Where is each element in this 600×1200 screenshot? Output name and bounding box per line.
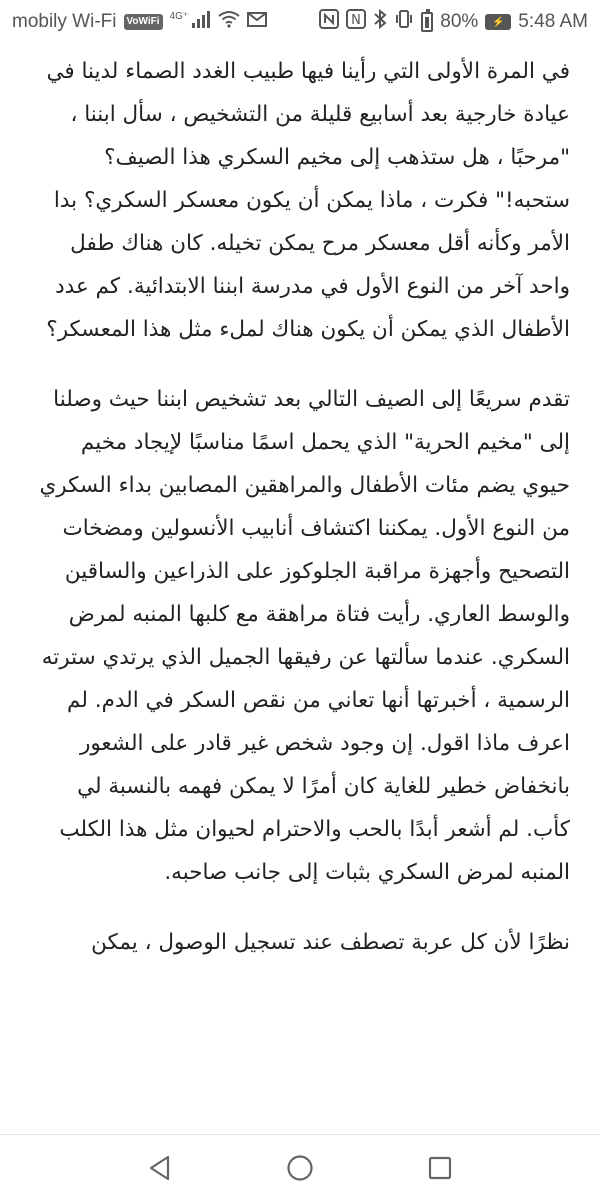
nfc-icon: [346, 9, 366, 35]
back-triangle-icon: [148, 1155, 172, 1181]
status-bar: [0, 0, 600, 44]
article-paragraph-1: في المرة الأولى التي رأينا فيها طبيب الغدد الصماء لدينا في عيادة خارجية بعد أسابيع قليلة من التشخيص ، سأل ابننا ، "مرحبًا ، هل ستذهب إلى مخيم السكري هذا الصيف؟ ستحبه!" فكرت ، ماذا يمكن أن يكون معسكر السكري؟ بدا الأمر وكأنه أقل معسكر مرح يمكن تخيله. كان هناك طفل واحد آخر من النوع الأول في مدرسة ابننا الابتدائية. كم عدد الأطفال الذي يمكن أن يكون هناك لملء مثل هذا المعسكر؟: [46, 59, 570, 342]
wifi-icon: [218, 10, 240, 34]
carrier-label: mobily Wi-Fi: [12, 11, 117, 32]
home-circle-icon: [286, 1154, 314, 1182]
article-body: [30, 50, 570, 1135]
email-icon: [247, 11, 267, 33]
navigation-bar: [0, 1134, 600, 1200]
network-type: 4G⁺: [169, 10, 189, 22]
article-paragraph-3: نظرًا لأن كل عربة تصطف عند تسجيل الوصول ، يمكن: [91, 930, 570, 955]
status-left: [12, 10, 267, 34]
signal-icon: [191, 10, 211, 34]
recents-square-icon: [428, 1156, 452, 1180]
vibrate-icon: [394, 9, 414, 35]
status-right: [319, 9, 588, 35]
vowifi-badge: VoWiFi: [124, 14, 163, 30]
clock: 5:48 AM: [518, 11, 588, 32]
battery-percent: 80%: [440, 11, 479, 32]
home-button[interactable]: [276, 1144, 324, 1192]
notification-icon: [319, 9, 339, 35]
recents-button[interactable]: [416, 1144, 464, 1192]
back-button[interactable]: [136, 1144, 184, 1192]
bluetooth-icon: [373, 9, 387, 35]
battery-saver-icon: ⚡: [485, 14, 511, 30]
svg-text:N: N: [351, 13, 362, 28]
article-paragraph-2: تقدم سريعًا إلى الصيف التالي بعد تشخيص ابننا حيث وصلنا إلى "مخيم الحرية" الذي يحمل اسمًا مناسبًا لإيجاد مخيم حيوي يضم مئات الأطفال والمراهقين المصابين بداء السكري من النوع الأول. يمكننا اكتشاف أنابيب الأنسولين ومضخات التصحيح وأجهزة مراقبة الجلوكوز على الذراعين والساقين والوسط العاري. رأيت فتاة مراهقة مع كلبها المنبه لمرض السكري. عندما سألتها عن رفيقها الجميل الذي يرتدي سترته الرسمية ، أخبرتها أنها تعاني من نقص السكر في الدم. لم اعرف ماذا اقول. إن وجود شخص غير قادر على الشعور بانخفاض خطير للغاية كان أمرًا لا يمكن فهمه بالنسبة لي كأب. لم أشعر أبدًا بالحب والاحترام لحيوان مثل هذا الكلب المنبه لمرض السكري بثبات إلى جانب صاحبه.: [39, 387, 570, 885]
battery-icon: [421, 12, 433, 32]
